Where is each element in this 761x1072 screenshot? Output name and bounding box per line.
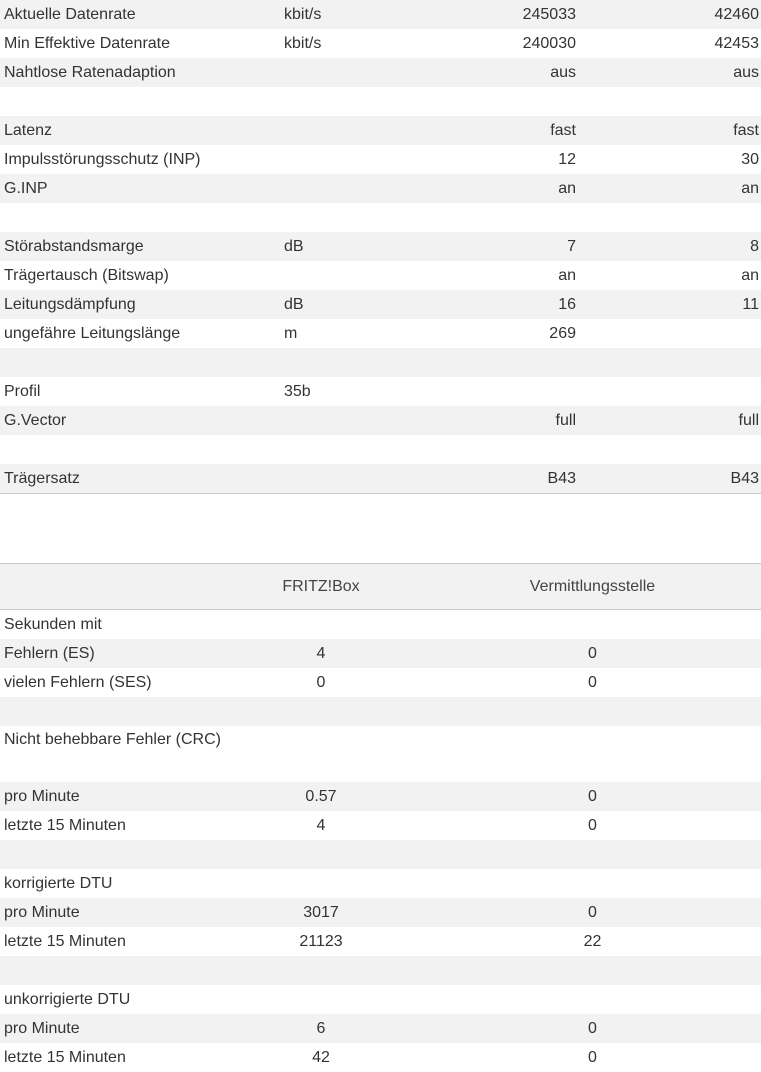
- section-title: Sekunden mit: [4, 616, 102, 633]
- row-label: pro Minute: [0, 1014, 222, 1043]
- row-fritzbox-value: an: [558, 267, 576, 284]
- row-label: ungefähre Leitungslänge: [4, 325, 181, 342]
- spacer-row: [0, 697, 761, 726]
- table-row: [0, 377, 761, 406]
- section-title: korrigierte DTU: [4, 875, 113, 892]
- spacer-row: [0, 840, 761, 869]
- table-row: [0, 464, 761, 494]
- row-label: pro Minute: [0, 898, 222, 927]
- table-row: [0, 639, 761, 668]
- row-vst-value: 0: [588, 674, 597, 691]
- row-label: pro Minute: [0, 782, 222, 811]
- table-row: [0, 261, 761, 290]
- table-row: [0, 145, 761, 174]
- row-label: Impulsstörungsschutz (INP): [4, 151, 201, 168]
- row-vst-value: 0: [420, 1014, 761, 1043]
- row-fritzbox-value: 7: [567, 238, 576, 255]
- row-vst-value: 0: [420, 782, 761, 811]
- row-unit: 35b: [284, 383, 311, 400]
- row-vst-value: 0: [420, 639, 761, 668]
- table-row: [0, 116, 761, 145]
- row-label: Aktuelle Datenrate: [0, 0, 284, 29]
- row-fritzbox-value: 21123: [299, 933, 343, 950]
- section-title-row: [0, 726, 761, 782]
- table-header: [0, 564, 761, 610]
- row-fritzbox-value: B43: [547, 470, 576, 487]
- row-unit: [284, 174, 384, 203]
- row-unit: kbit/s: [284, 0, 384, 29]
- error-statistics-table: [0, 563, 761, 1072]
- table-row: [0, 29, 761, 58]
- spacer-row: [0, 203, 761, 232]
- row-unit: dB: [284, 232, 384, 261]
- row-fritzbox-value: 269: [549, 325, 576, 342]
- row-vst-value: 30: [741, 151, 759, 168]
- table-row: [0, 232, 761, 261]
- section-gap: [0, 494, 761, 563]
- header-vst: Vermittlungsstelle: [420, 564, 761, 610]
- row-label: Profil: [4, 383, 41, 400]
- table-row: [0, 319, 761, 348]
- table-row: [0, 668, 761, 697]
- table-row: [0, 0, 761, 29]
- table-row: [0, 1014, 761, 1043]
- section-title-row: [0, 985, 761, 1014]
- dsl-line-table: [0, 0, 761, 494]
- row-vst-value: 8: [750, 238, 759, 255]
- row-vst-value: aus: [733, 64, 759, 81]
- row-fritzbox-value: aus: [550, 64, 576, 81]
- row-fritzbox-value: 0.57: [222, 782, 420, 811]
- row-unit: [284, 145, 384, 174]
- row-fritzbox-value: full: [555, 412, 576, 429]
- row-label: Min Effektive Datenrate: [4, 35, 171, 52]
- section-title: Nicht behebbare Fehler (CRC): [4, 731, 221, 748]
- section-title: unkorrigierte DTU: [4, 991, 131, 1008]
- row-fritzbox-value: 4: [316, 817, 326, 834]
- row-vst-value: fast: [733, 122, 759, 139]
- row-vst-value: 0: [420, 898, 761, 927]
- row-label: Leitungsdämpfung: [0, 290, 284, 319]
- row-vst-value: 0: [588, 1049, 597, 1066]
- row-unit: dB: [284, 290, 384, 319]
- row-unit: m: [284, 325, 298, 342]
- row-fritzbox-value: 0: [316, 674, 326, 691]
- row-fritzbox-value: an: [558, 180, 576, 197]
- spacer-row: [0, 348, 761, 377]
- table-row: [0, 782, 761, 811]
- header-fritzbox: FRITZ!Box: [222, 564, 420, 610]
- row-label: G.INP: [0, 174, 284, 203]
- table-row: [0, 898, 761, 927]
- row-vst-value: 42460: [714, 6, 759, 23]
- table-row: [0, 290, 761, 319]
- row-label: Fehlern (ES): [0, 639, 222, 668]
- row-vst-value: an: [741, 180, 759, 197]
- row-vst-value: 11: [742, 296, 759, 313]
- row-label: letzte 15 Minuten: [4, 933, 126, 950]
- row-fritzbox-value: 12: [558, 151, 576, 168]
- row-vst-value: full: [738, 412, 759, 429]
- header-empty: [0, 564, 222, 610]
- row-fritzbox-value: 4: [222, 639, 420, 668]
- row-label: G.Vector: [0, 406, 284, 435]
- row-label: Störabstandsmarge: [0, 232, 284, 261]
- row-fritzbox-value: 3017: [222, 898, 420, 927]
- row-unit: [284, 261, 384, 290]
- table-row: [0, 927, 761, 956]
- row-label: vielen Fehlern (SES): [4, 674, 152, 691]
- row-fritzbox-value: 42: [312, 1049, 330, 1066]
- row-label: Latenz: [0, 116, 284, 145]
- row-label: letzte 15 Minuten: [4, 1049, 126, 1066]
- row-fritzbox-value: 245033: [522, 6, 576, 23]
- section-title-row: [0, 869, 761, 898]
- row-vst-value: B43: [730, 470, 759, 487]
- row-vst-value: an: [741, 267, 759, 284]
- spacer-row: [0, 435, 761, 464]
- row-vst-value: 42453: [714, 35, 759, 52]
- row-label: Trägersatz: [0, 464, 284, 494]
- row-label: Trägertausch (Bitswap): [4, 267, 169, 284]
- spacer-row: [0, 956, 761, 985]
- row-fritzbox-value: 240030: [522, 35, 576, 52]
- row-unit: [284, 406, 384, 435]
- row-label: Nahtlose Ratenadaption: [0, 58, 284, 87]
- spacer-row: [0, 87, 761, 116]
- row-vst-value: 22: [583, 933, 602, 950]
- section-title-row: [0, 610, 761, 640]
- table-row: [0, 811, 761, 840]
- table-row: [0, 406, 761, 435]
- row-vst-value: 0: [588, 817, 597, 834]
- row-unit: [284, 464, 384, 494]
- table-row: [0, 174, 761, 203]
- table-row: [0, 58, 761, 87]
- row-unit: kbit/s: [284, 35, 322, 52]
- row-fritzbox-value: 16: [558, 296, 576, 313]
- row-unit: [284, 58, 384, 87]
- row-fritzbox-value: fast: [550, 122, 576, 139]
- row-unit: [284, 116, 384, 145]
- row-fritzbox-value: 6: [222, 1014, 420, 1043]
- row-label: letzte 15 Minuten: [4, 817, 126, 834]
